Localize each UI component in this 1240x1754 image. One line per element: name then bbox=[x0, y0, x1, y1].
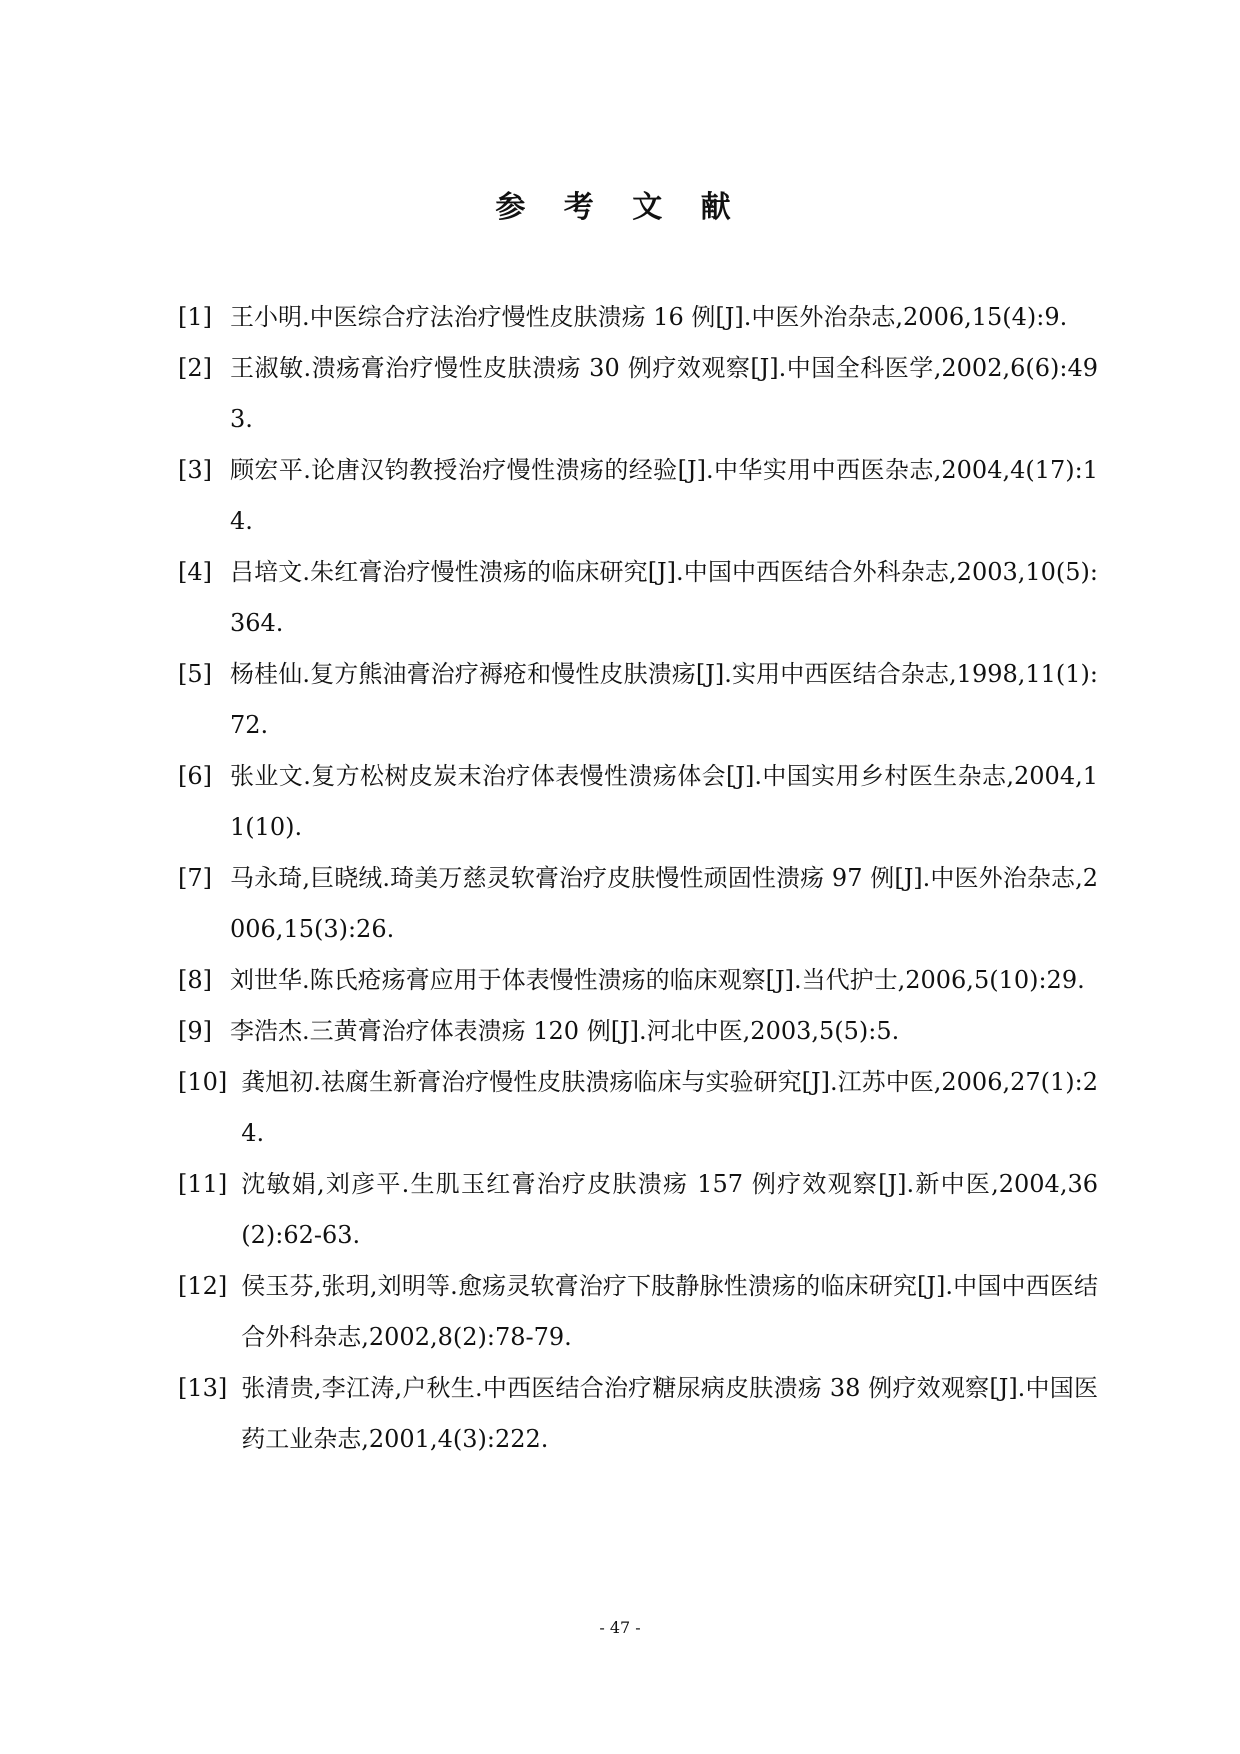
reference-text: 张清贵,李江涛,户秋生.中西医结合治疗糖尿病皮肤溃疡 38 例疗效观察[J].中国医药工业杂志,2001,4(3):222. bbox=[241, 1374, 1098, 1453]
reference-text: 沈敏娟,刘彦平.生肌玉红膏治疗皮肤溃疡 157 例疗效观察[J].新中医,2004,36(2):62-63. bbox=[241, 1170, 1098, 1249]
reference-item bbox=[178, 1006, 1098, 1057]
reference-number: [8] bbox=[178, 966, 212, 994]
reference-item bbox=[178, 751, 1098, 853]
reference-number: [3] bbox=[178, 456, 212, 484]
reference-item bbox=[178, 343, 1098, 445]
reference-number: [10] bbox=[178, 1068, 228, 1096]
reference-item bbox=[178, 853, 1098, 955]
reference-item bbox=[178, 1363, 1098, 1465]
reference-item bbox=[178, 649, 1098, 751]
reference-number: [13] bbox=[178, 1374, 228, 1402]
page-number: - 47 - bbox=[599, 1618, 641, 1637]
reference-text: 侯玉芬,张玥,刘明等.愈疡灵软膏治疗下肢静脉性溃疡的临床研究[J].中国中西医结合外科杂志,2002,8(2):78-79. bbox=[241, 1272, 1098, 1351]
reference-text: 龚旭初.祛腐生新膏治疗慢性皮肤溃疡临床与实验研究[J].江苏中医,2006,27(1):24. bbox=[241, 1068, 1098, 1147]
reference-text: 王小明.中医综合疗法治疗慢性皮肤溃疡 16 例[J].中医外治杂志,2006,15(4):9. bbox=[230, 303, 1068, 331]
references-title: 参 考 文 献 bbox=[495, 190, 745, 225]
reference-number: [6] bbox=[178, 762, 212, 790]
reference-text: 吕培文.朱红膏治疗慢性溃疡的临床研究[J].中国中西医结合外科杂志,2003,10(5):364. bbox=[230, 558, 1098, 637]
reference-item bbox=[178, 1261, 1098, 1363]
reference-text: 杨桂仙.复方熊油膏治疗褥疮和慢性皮肤溃疡[J].实用中西医结合杂志,1998,11(1):72. bbox=[230, 660, 1098, 739]
reference-item bbox=[178, 1159, 1098, 1261]
reference-item bbox=[178, 445, 1098, 547]
reference-text: 刘世华.陈氏疮疡膏应用于体表慢性溃疡的临床观察[J].当代护士,2006,5(10):29. bbox=[230, 966, 1085, 994]
reference-text: 马永琦,巨晓绒.琦美万慈灵软膏治疗皮肤慢性顽固性溃疡 97 例[J].中医外治杂志,2006,15(3):26. bbox=[230, 864, 1098, 943]
reference-number: [5] bbox=[178, 660, 212, 688]
reference-list bbox=[178, 292, 1098, 1465]
reference-number: [2] bbox=[178, 354, 212, 382]
reference-number: [11] bbox=[178, 1170, 228, 1198]
reference-item bbox=[178, 955, 1098, 1006]
reference-number: [7] bbox=[178, 864, 212, 892]
reference-item bbox=[178, 292, 1098, 343]
reference-item bbox=[178, 1057, 1098, 1159]
reference-text: 王淑敏.溃疡膏治疗慢性皮肤溃疡 30 例疗效观察[J].中国全科医学,2002,6(6):493. bbox=[230, 354, 1098, 433]
reference-number: [4] bbox=[178, 558, 212, 586]
reference-text: 李浩杰.三黄膏治疗体表溃疡 120 例[J].河北中医,2003,5(5):5. bbox=[230, 1017, 900, 1045]
reference-text: 顾宏平.论唐汉钧教授治疗慢性溃疡的经验[J].中华实用中西医杂志,2004,4(17):14. bbox=[230, 456, 1098, 535]
reference-number: [12] bbox=[178, 1272, 228, 1300]
reference-number: [9] bbox=[178, 1017, 212, 1045]
reference-item bbox=[178, 547, 1098, 649]
reference-number: [1] bbox=[178, 303, 212, 331]
reference-text: 张业文.复方松树皮炭末治疗体表慢性溃疡体会[J].中国实用乡村医生杂志,2004,11(10). bbox=[230, 762, 1098, 841]
